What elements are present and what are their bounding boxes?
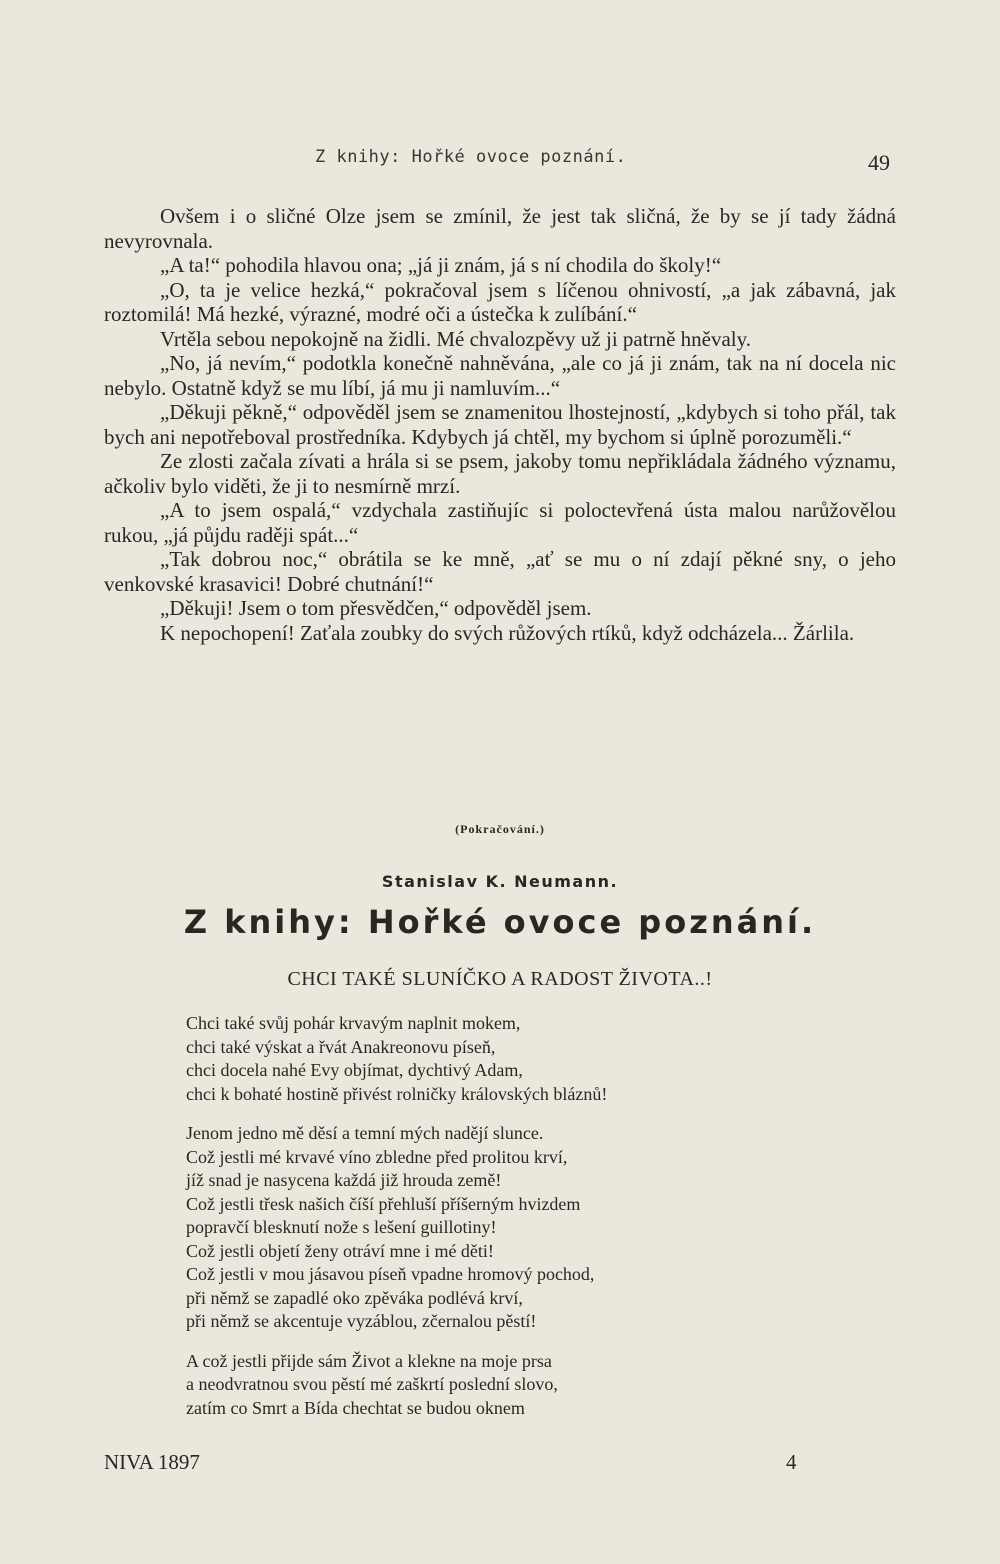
section-title: Z knihy: Hořké ovoce poznání. — [183, 903, 817, 941]
poem-line: Chci také svůj pohár krvavým naplnit mokem, — [186, 1013, 521, 1033]
poem-line: při němž se akcentuje vyzáblou, zčernalou pěstí! — [186, 1311, 537, 1331]
poem-line: a neodvratnou svou pěstí mé zaškrtí poslední slovo, — [186, 1374, 558, 1394]
prose-paragraph: K nepochopení! Zaťala zoubky do svých růžových rtíků, když odcházela... Žárlila. — [160, 620, 855, 645]
poem-line: Což jestli mé krvavé víno zbledne před prolitou krví, — [186, 1146, 568, 1167]
poem-line: Jenom jedno mě děsí a temní mých nadějí slunce. — [186, 1123, 544, 1143]
continued-label: (Pokračování.) — [455, 822, 545, 836]
poem-line: Což jestli v mou jásavou píseň vpadne hromový pochod, — [186, 1264, 595, 1284]
footer-sheet-number: 4 — [786, 1450, 797, 1474]
poem-title: CHCI TAKÉ SLUNÍČKO A RADOST ŽIVOTA..! — [287, 968, 713, 990]
prose-paragraph: „Tak dobrou noc,“ obrátila se ke mně, „ať se mu o ní zdají pěkné sny, o jeho venkovské krasavici! Dobré chutnání!“ — [104, 547, 896, 596]
poem — [186, 1012, 886, 1436]
prose-paragraph: Vrtěla sebou nepokojně na židli. Mé chvalozpěvy už ji patrně hněvaly. — [160, 326, 752, 351]
prose-paragraph: „No, já nevím,“ podotkla konečně nahněvána, „ale co já ji znám, tak na ní docela nic nebylo. Ostatně když se mu líbí, já mu ji namluvím...“ — [104, 351, 896, 400]
poem-stanza — [186, 1122, 886, 1334]
poem-line: chci také výskat a řvát Anakreonovu píseň, — [186, 1036, 496, 1057]
poem-stanza — [186, 1350, 886, 1421]
prose-paragraph: Ze zlosti začala zívati a hrála si se psem, jakoby tomu nepřikládala žádného významu, ačkoliv bylo viděti, že ji to nesmírně mrzí. — [104, 449, 896, 498]
poem-line: chci docela nahé Evy objímat, dychtivý Adam, — [186, 1060, 523, 1080]
prose-paragraph: „O, ta je velice hezká,“ pokračoval jsem s líčenou ohnivostí, „a jak zábavná, jak roztomilá! Má hezké, výrazné, modré oči a ústečka k zulíbání.“ — [104, 277, 896, 326]
poem-line: A což jestli přijde sám Život a klekne na moje prsa — [186, 1350, 552, 1371]
running-head: Z knihy: Hořké ovoce poznání. — [315, 147, 627, 167]
poem-line: při němž se zapadlé oko zpěváka podlévá krví, — [186, 1287, 523, 1308]
footer-signature: NIVA 1897 — [104, 1450, 200, 1474]
prose-paragraph: Ovšem i o sličné Olze jsem se zmínil, že jest tak sličná, že by se jí tady žádná nevyrovnala. — [104, 204, 896, 253]
prose-text — [104, 204, 896, 645]
poem-line: chci k bohaté hostině přivést rolničky královských bláznů! — [186, 1083, 608, 1104]
poem-line: zatím co Smrt a Bída chechtat se budou oknem — [186, 1397, 525, 1418]
poem-line: popravčí blesknutí nože s lešení guillotiny! — [186, 1217, 497, 1237]
poem-stanza — [186, 1012, 886, 1106]
prose-paragraph: „Děkuji! Jsem o tom přesvědčen,“ odpověděl jsem. — [160, 596, 592, 620]
prose-paragraph: „Děkuji pěkně,“ odpověděl jsem se znamenitou lhostejností, „kdybych si toho přál, tak bych ani nepotřeboval prostředníka. Kdybych já chtěl, my bychom si úplně porozuměli.“ — [104, 400, 896, 449]
prose-paragraph: „A to jsem ospalá,“ vzdychala zastiňujíc si poloctevřená ústa malou narůžovělou rukou, „já půjdu raději spát...“ — [104, 498, 896, 547]
poem-author: Stanislav K. Neumann. — [381, 872, 619, 891]
poem-line: Což jestli objetí ženy otráví mne i mé děti! — [186, 1240, 494, 1261]
poem-line: jíž snad je nasycena každá již hrouda země! — [186, 1170, 502, 1190]
poem-line: Což jestli třesk našich číší přehluší příšerným hvizdem — [186, 1193, 581, 1214]
prose-paragraph: „A ta!“ pohodila hlavou ona; „já ji znám, já s ní chodila do školy!“ — [160, 253, 722, 277]
page-number: 49 — [868, 150, 890, 175]
